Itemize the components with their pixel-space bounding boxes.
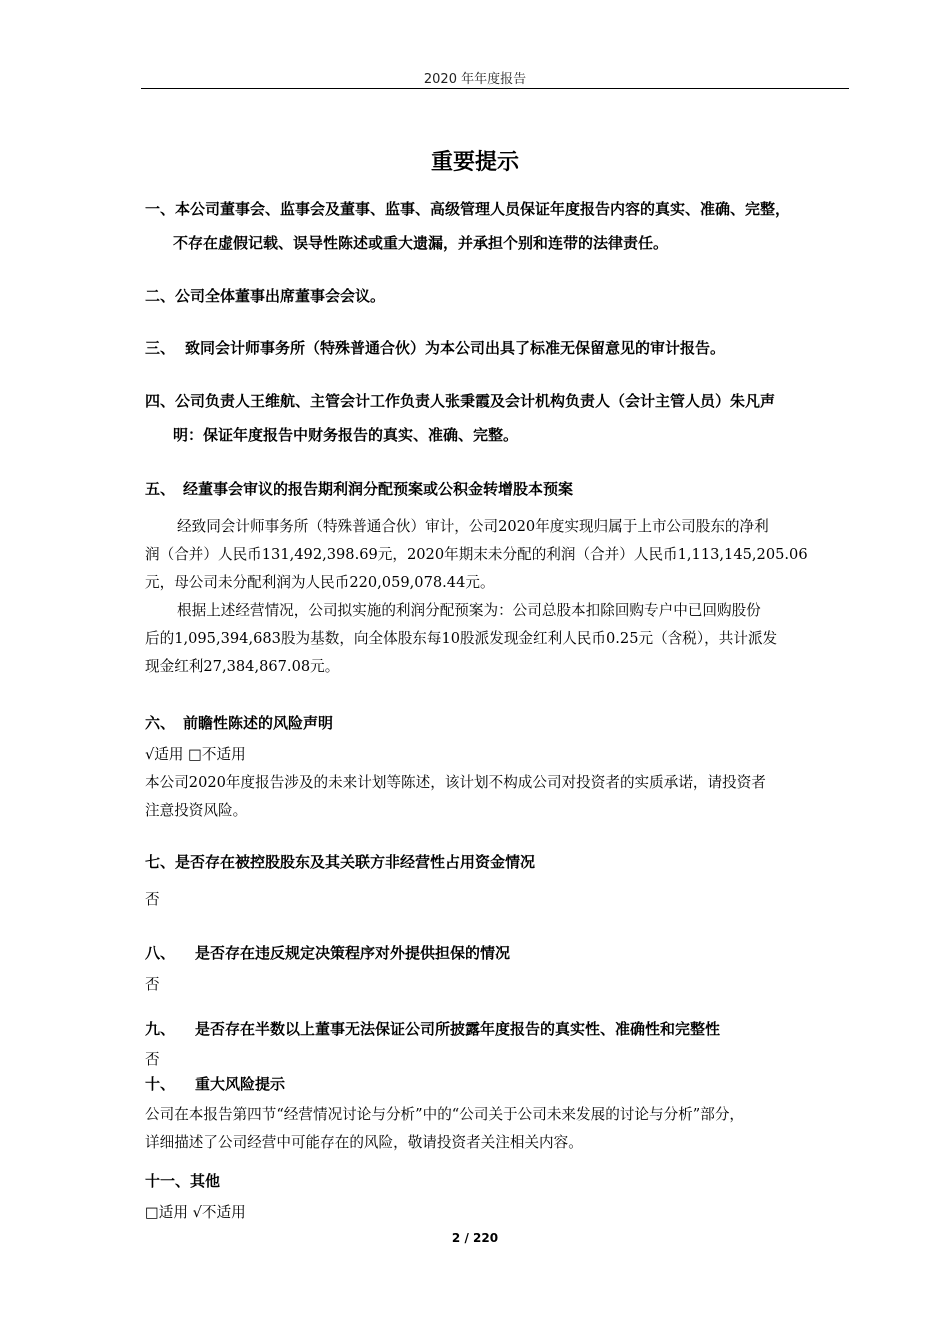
- item-text: 前瞻性陈述的风险声明: [183, 714, 334, 732]
- item-number: 八、: [145, 944, 176, 962]
- item-4: [145, 384, 853, 452]
- item-text-continued: 明：保证年度报告中财务报告的真实、准确、完整。: [173, 426, 519, 444]
- item-number: 十、: [145, 1075, 176, 1093]
- item-7: [145, 845, 853, 879]
- answer-7: 否: [145, 891, 160, 908]
- paragraph-line: 注意投资风险。: [145, 802, 248, 819]
- applicability-checkbox: √适用 □不适用: [145, 746, 246, 763]
- item-text: 是否存在半数以上董事无法保证公司所披露年度报告的真实性、准确性和完整性: [195, 1020, 721, 1038]
- item-number: 五、: [145, 480, 176, 498]
- paragraph-line: 润（合并）人民币131,492,398.69元，2020年期末未分配的利润（合并）人民币1,113,145,205.06: [145, 546, 808, 563]
- paragraph-line: 本公司2020年度报告涉及的未来计划等陈述，该计划不构成公司对投资者的实质承诺，请投资者: [145, 774, 766, 791]
- item-number: 三、: [145, 339, 176, 357]
- answer-9: 否: [145, 1051, 160, 1068]
- item-number: 九、: [145, 1020, 176, 1038]
- paragraph-line: 根据上述经营情况，公司拟实施的利润分配预案为：公司总股本扣除回购专户中已回购股份: [177, 602, 761, 619]
- header-divider: [141, 88, 849, 89]
- item-1: [145, 192, 853, 260]
- major-risk-paragraph: [145, 1101, 853, 1157]
- item-text: 重大风险提示: [195, 1075, 286, 1093]
- answer-8: 否: [145, 976, 160, 993]
- item-3: [145, 331, 853, 365]
- item-number: 七、: [145, 853, 176, 871]
- item-10: [145, 1067, 853, 1101]
- profit-distribution-paragraph: [145, 513, 853, 681]
- item-11: [145, 1164, 853, 1198]
- paragraph-line: 现金红利27,384,867.08元。: [145, 658, 340, 675]
- item-number: 一、: [145, 200, 176, 218]
- paragraph-line: 详细描述了公司经营中可能存在的风险，敬请投资者关注相关内容。: [145, 1134, 583, 1151]
- item-2: [145, 279, 853, 313]
- running-header: 2020 年年度报告: [423, 72, 527, 87]
- paragraph-line: 经致同会计师事务所（特殊普通合伙）审计，公司2020年度实现归属于上市公司股东的净利: [177, 518, 769, 535]
- item-number: 十一、: [145, 1172, 191, 1190]
- paragraph-line: 后的1,095,394,683股为基数，向全体股东每10股派发现金红利人民币0.25元（含税），共计派发: [145, 630, 778, 647]
- item-number: 四、: [145, 392, 176, 410]
- item-text-continued: 不存在虚假记载、误导性陈述或重大遗漏，并承担个别和连带的法律责任。: [173, 234, 669, 252]
- item-text: 公司负责人王维航、主管会计工作负责人张秉霞及会计机构负责人（会计主管人员）朱凡声: [175, 392, 776, 410]
- item-text: 公司全体董事出席董事会会议。: [175, 287, 386, 305]
- item-text: 是否存在被控股股东及其关联方非经营性占用资金情况: [175, 853, 536, 871]
- item-text: 经董事会审议的报告期利润分配预案或公积金转增股本预案: [183, 480, 574, 498]
- applicability-checkbox-11: □适用 √不适用: [145, 1204, 246, 1221]
- item-text: 本公司董事会、监事会及董事、监事、高级管理人员保证年度报告内容的真实、准确、完整，: [175, 200, 791, 218]
- page-title: 重要提示: [430, 150, 519, 175]
- page-number: 2 / 220: [451, 1231, 499, 1245]
- item-9: [145, 1012, 853, 1046]
- item-8: [145, 936, 853, 970]
- item-number: 二、: [145, 287, 176, 305]
- item-text: 其他: [190, 1172, 221, 1190]
- item-text: 致同会计师事务所（特殊普通合伙）为本公司出具了标准无保留意见的审计报告。: [185, 339, 726, 357]
- item-text: 是否存在违反规定决策程序对外提供担保的情况: [195, 944, 511, 962]
- item-number: 六、: [145, 714, 176, 732]
- item-6: [145, 706, 853, 740]
- paragraph-line: 元，母公司未分配利润为人民币220,059,078.44元。: [145, 574, 495, 591]
- item-5: [145, 472, 853, 506]
- paragraph-line: 公司在本报告第四节“经营情况讨论与分析”中的“公司关于公司未来发展的讨论与分析”部分，: [145, 1106, 745, 1123]
- risk-statement-paragraph: [145, 741, 853, 825]
